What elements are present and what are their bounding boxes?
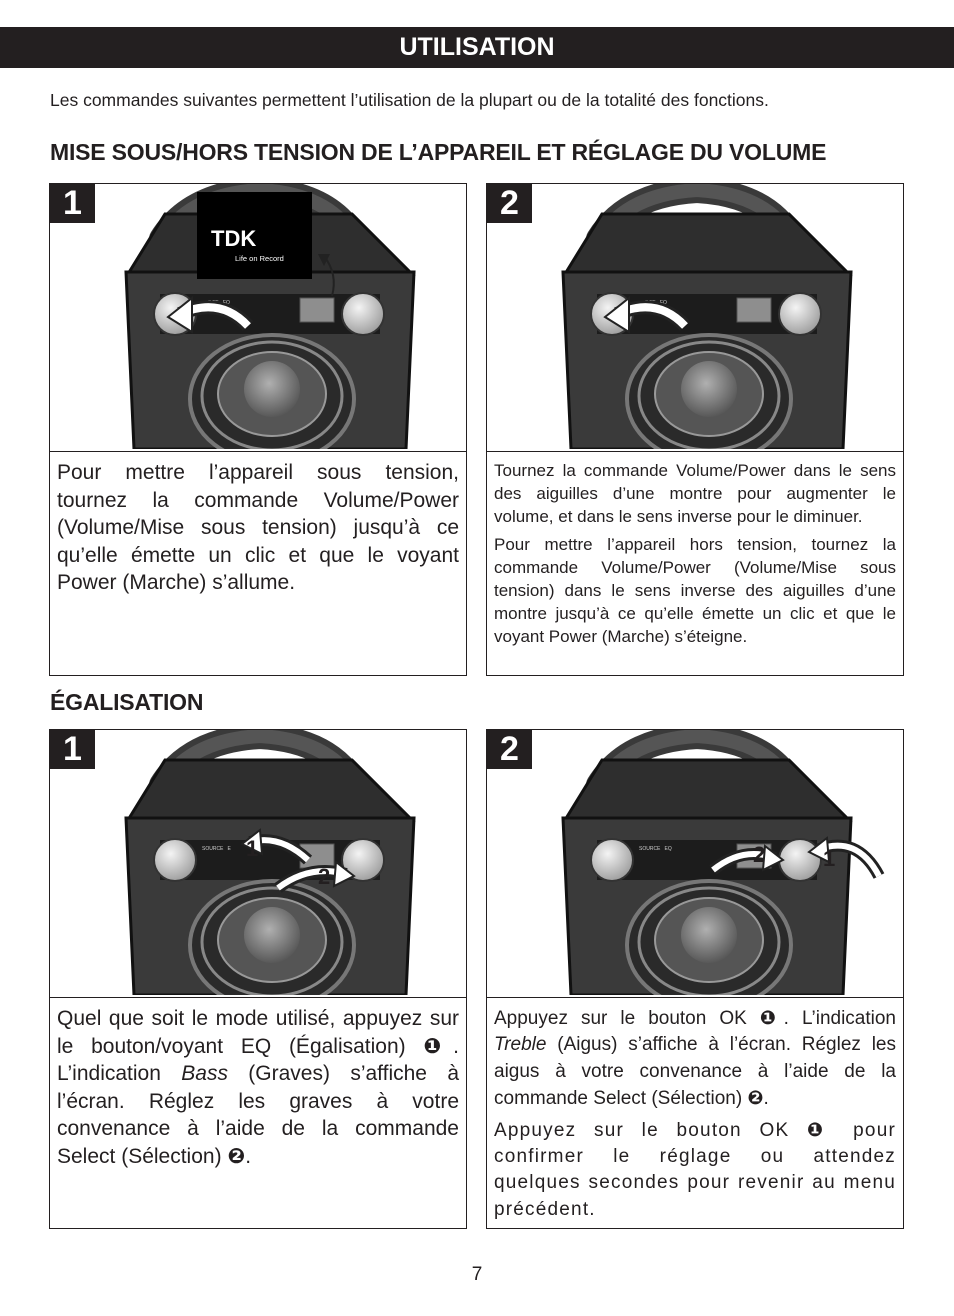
eq-step-2-p2-b: pour confirmer le réglage ou attendez quelques secondes pour revenir au menu précédent.	[494, 1119, 896, 1220]
eq-heading: ÉGALISATION	[50, 689, 204, 715]
eq-step-2-p2-a: Appuyez sur le bouton OK	[494, 1119, 808, 1141]
marker-1-icon: ❶	[759, 1007, 784, 1029]
eq-step-2-p1-a: Appuyez sur le bouton OK	[494, 1008, 760, 1029]
panel-labels: RCE EQ	[645, 300, 667, 306]
marker-1-icon: ❶	[807, 1118, 836, 1141]
section-header: UTILISATION	[0, 27, 954, 68]
power-step-1-panel	[49, 183, 467, 676]
marker-1-icon: ❶	[423, 1033, 454, 1058]
eq-step-1-text-a: Quel que soit le mode utilisé, appuyez sur le bouton/voyant EQ (Égalisation)	[57, 1007, 459, 1058]
rotate-arrow-icon	[50, 184, 465, 449]
callout-2: 2	[753, 842, 766, 867]
eq-step-2-p1-d: .	[763, 1088, 769, 1110]
panel-labels: RCE EQ	[208, 300, 230, 306]
speaker-illustration	[50, 730, 466, 998]
eq-step-2-panel	[486, 729, 904, 1229]
speaker-illustration	[487, 730, 903, 998]
eq-step-1-text-d: .	[245, 1144, 252, 1168]
eq-step-1-panel	[49, 729, 467, 1229]
speaker-illustration	[487, 184, 903, 452]
step-number: 2	[487, 184, 532, 223]
panel-labels: SOURCE E	[202, 846, 231, 852]
callout-1: 1	[246, 836, 259, 861]
speaker-illustration	[50, 184, 466, 452]
eq-step-1-text	[57, 1005, 459, 1171]
power-step-2-text	[494, 459, 896, 653]
bass-label: Bass	[181, 1062, 228, 1086]
eq-step-2-text	[494, 1005, 896, 1227]
tdk-logo-tagline: Life on Record	[235, 254, 284, 263]
step-number: 1	[50, 730, 95, 769]
power-step-2-p2: Pour mettre l’appareil hors tension, tournez la commande Volume/Power (Volume/Mise sous tension) dans le sens inverse des aiguilles d’une montre jusqu’à ce qu’elle émette un clic et que le voyant Power (Marche) s’éteigne.	[494, 534, 896, 647]
power-step-2-panel	[486, 183, 904, 676]
power-step-2-p1: Tournez la commande Volume/Power dans le sens des aiguilles d’une montre pour augmenter le volume, et dans le sens inverse pour le diminuer.	[494, 461, 896, 527]
treble-label: Treble	[494, 1034, 547, 1056]
panel-labels: SOURCE EQ	[639, 846, 672, 852]
power-volume-heading: MISE SOUS/HORS TENSION DE L’APPAREIL ET RÉGLAGE DU VOLUME	[50, 139, 827, 165]
eq-step-2-p1-b: . L’indication	[783, 1008, 896, 1029]
page-number: 7	[471, 1264, 483, 1285]
marker-2-icon: ❷	[747, 1087, 764, 1110]
eq-step-1-text-c: (Graves) s’affiche à l’écran. Réglez les graves à votre convenance à l’aide de la commande Select (Sélection)	[57, 1062, 460, 1168]
press-arrows-icon	[50, 730, 465, 995]
power-step-1-text: Pour mettre l’appareil sous tension, tournez la commande Volume/Power (Volume/Mise sous tension) jusqu’à ce qu’elle émette un clic et que le voyant Power (Marche) s’allume.	[57, 461, 459, 595]
step-number: 1	[50, 184, 95, 223]
rotate-arrow-icon	[487, 184, 902, 449]
eq-step-2-p1-c: (Aigus) s’affiche à l’écran. Réglez les aigus à votre convenance à l’aide de la commande Select (Sélection)	[494, 1034, 896, 1110]
step-number: 2	[487, 730, 532, 769]
marker-2-icon: ❷	[227, 1143, 246, 1168]
eq-step-1-text-b: . L’indication	[57, 1034, 459, 1086]
tdk-logo-word: TDK	[211, 226, 257, 251]
press-arrows-icon	[487, 730, 902, 995]
intro-text: Les commandes suivantes permettent l’utilisation de la plupart ou de la totalité des fonctions.	[50, 90, 769, 110]
callout-2: 2	[318, 864, 331, 889]
callout-1: 1	[823, 846, 836, 871]
